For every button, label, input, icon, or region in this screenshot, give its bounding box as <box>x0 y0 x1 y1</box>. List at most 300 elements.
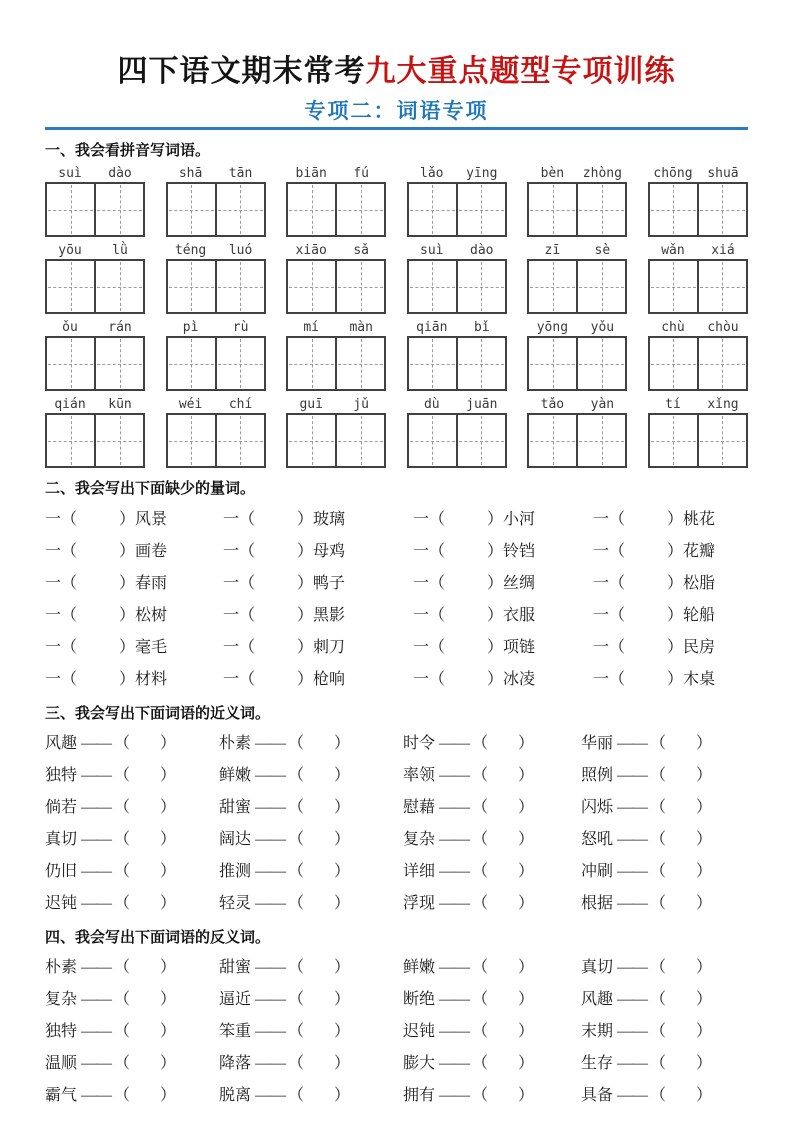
close-paren: ） <box>696 734 713 752</box>
dash-line: —— <box>439 766 470 784</box>
writing-cell <box>650 415 699 466</box>
pinyin-syllable: bǐ <box>473 320 490 335</box>
open-paren: （ <box>650 1054 667 1072</box>
close-paren: ） <box>297 574 314 592</box>
writing-cell <box>578 415 625 466</box>
close-paren: ） <box>696 862 713 880</box>
prompt-word: 笨重 <box>219 1022 252 1040</box>
synonym-item <box>403 858 581 881</box>
noun-word: 松树 <box>135 606 168 624</box>
measure-word-item <box>413 506 593 529</box>
noun-word: 小河 <box>503 510 536 528</box>
close-paren: ） <box>696 766 713 784</box>
pinyin-pair <box>286 394 386 413</box>
close-paren: ） <box>119 542 136 560</box>
close-paren: ） <box>160 766 177 784</box>
horizontal-dash-line <box>459 441 504 442</box>
pinyin-pair <box>527 317 627 336</box>
writing-cell <box>337 415 384 466</box>
horizontal-dash-line <box>338 364 383 365</box>
writing-grid-box <box>407 413 507 468</box>
writing-cell <box>699 415 746 466</box>
open-paren: （ <box>288 958 305 976</box>
noun-word: 鸭子 <box>313 574 346 592</box>
synonym-item <box>219 858 403 881</box>
pinyin-syllable: wǎn <box>661 243 685 258</box>
writing-cell <box>699 184 746 235</box>
close-paren: ） <box>334 1086 351 1104</box>
pinyin-word <box>407 163 507 237</box>
close-paren: ） <box>518 798 535 816</box>
pinyin-syllable: dào <box>470 243 494 258</box>
dash-line: —— <box>439 734 470 752</box>
prompt-word: 轻灵 <box>219 894 252 912</box>
dash-line: —— <box>617 830 648 848</box>
close-paren: ） <box>696 798 713 816</box>
measure-prefix: 一 <box>223 542 240 560</box>
horizontal-dash-line <box>169 210 214 211</box>
prompt-word: 霸气 <box>45 1086 78 1104</box>
antonym-row <box>45 981 748 1013</box>
prompt-word: 闪烁 <box>581 798 614 816</box>
measure-word-item <box>413 602 593 625</box>
open-paren: （ <box>114 1022 131 1040</box>
writing-grid-box <box>166 182 266 237</box>
measure-prefix: 一 <box>45 574 62 592</box>
antonym-item <box>581 954 748 977</box>
prompt-word: 具备 <box>581 1086 614 1104</box>
pinyin-syllable: tí <box>665 397 681 412</box>
measure-prefix: 一 <box>223 670 240 688</box>
synonym-item <box>581 762 748 785</box>
pinyin-word <box>407 317 507 391</box>
open-paren: （ <box>114 734 131 752</box>
pinyin-syllable: yōu <box>58 243 82 258</box>
close-paren: ） <box>487 670 504 688</box>
horizontal-dash-line <box>48 441 93 442</box>
pinyin-syllable: chù <box>661 320 685 335</box>
writing-cell <box>529 415 578 466</box>
prompt-word: 末期 <box>581 1022 614 1040</box>
horizontal-dash-line <box>459 210 504 211</box>
synonym-row <box>45 757 748 789</box>
section-measure-words <box>45 477 748 693</box>
pinyin-word <box>286 163 386 237</box>
writing-cell <box>168 184 217 235</box>
pinyin-syllable: wéi <box>178 397 203 412</box>
noun-word: 民房 <box>683 638 716 656</box>
open-paren: （ <box>114 1054 131 1072</box>
measure-word-item <box>223 538 413 561</box>
close-paren: ） <box>334 1054 351 1072</box>
measure-word-row <box>45 597 748 629</box>
prompt-word: 倘若 <box>45 798 78 816</box>
dash-line: —— <box>617 862 648 880</box>
close-paren: ） <box>518 734 535 752</box>
writing-cell <box>650 184 699 235</box>
horizontal-dash-line <box>530 364 575 365</box>
synonym-item <box>219 794 403 817</box>
prompt-word: 怒吼 <box>581 830 614 848</box>
measure-word-item <box>223 634 413 657</box>
close-paren: ） <box>696 894 713 912</box>
pinyin-word <box>166 394 266 468</box>
close-paren: ） <box>160 990 177 1008</box>
dash-line: —— <box>255 990 286 1008</box>
prompt-word: 真切 <box>581 958 614 976</box>
dash-line: —— <box>439 894 470 912</box>
pinyin-word <box>166 317 266 391</box>
open-paren: （ <box>114 1086 131 1104</box>
antonym-row <box>45 1013 748 1045</box>
noun-word: 铃铛 <box>503 542 536 560</box>
dash-line: —— <box>617 766 648 784</box>
measure-word-item <box>45 602 223 625</box>
measure-word-row <box>45 565 748 597</box>
prompt-word: 鲜嫩 <box>219 766 252 784</box>
dash-line: —— <box>439 798 470 816</box>
writing-cell <box>458 184 505 235</box>
horizontal-dash-line <box>410 210 455 211</box>
pinyin-syllable: xǐng <box>707 397 739 412</box>
open-paren: （ <box>472 734 489 752</box>
antonym-item <box>45 986 219 1009</box>
horizontal-dash-line <box>338 210 383 211</box>
open-paren: （ <box>650 1086 667 1104</box>
writing-cell <box>458 415 505 466</box>
open-paren: （ <box>429 670 446 688</box>
dash-line: —— <box>81 830 112 848</box>
antonym-item <box>403 1018 581 1041</box>
pinyin-word <box>527 317 627 391</box>
section1-heading: 一、我会看拼音写词语。 <box>45 142 211 159</box>
pinyin-pair <box>527 240 627 259</box>
close-paren: ） <box>160 734 177 752</box>
page-title <box>45 54 748 90</box>
measure-prefix: 一 <box>45 638 62 656</box>
prompt-word: 甜蜜 <box>219 958 252 976</box>
writing-cell <box>650 261 699 312</box>
close-paren: ） <box>518 766 535 784</box>
pinyin-syllable: yǒu <box>590 320 615 335</box>
pinyin-word <box>648 317 748 391</box>
close-paren: ） <box>334 734 351 752</box>
dash-line: —— <box>255 734 286 752</box>
writing-grid-box <box>527 259 627 314</box>
horizontal-dash-line <box>218 210 263 211</box>
synonym-item <box>403 794 581 817</box>
close-paren: ） <box>119 510 136 528</box>
pinyin-pair <box>407 317 507 336</box>
synonym-item <box>45 730 219 753</box>
open-paren: （ <box>61 542 78 560</box>
dash-line: —— <box>617 958 648 976</box>
measure-word-row <box>45 629 748 661</box>
measure-prefix: 一 <box>413 574 430 592</box>
pinyin-syllable: téng <box>174 243 207 258</box>
writing-cell <box>578 261 625 312</box>
close-paren: ） <box>334 990 351 1008</box>
writing-grid-box <box>45 182 145 237</box>
synonym-row <box>45 821 748 853</box>
pinyin-syllable: shuā <box>707 166 739 181</box>
close-paren: ） <box>160 1022 177 1040</box>
writing-cell <box>288 338 337 389</box>
prompt-word: 阔达 <box>219 830 252 848</box>
dash-line: —— <box>255 830 286 848</box>
pinyin-syllable: sǎ <box>353 243 370 258</box>
measure-word-item <box>45 506 223 529</box>
antonym-item <box>403 954 581 977</box>
pinyin-pair <box>648 240 748 259</box>
open-paren: （ <box>239 606 256 624</box>
dash-line: —— <box>81 798 112 816</box>
writing-grid-box <box>407 182 507 237</box>
antonym-item <box>219 1018 403 1041</box>
writing-cell <box>47 338 96 389</box>
measure-word-item <box>413 570 593 593</box>
open-paren: （ <box>650 894 667 912</box>
prompt-word: 鲜嫩 <box>403 958 436 976</box>
section-synonyms <box>45 702 748 917</box>
writing-grid-box <box>45 413 145 468</box>
noun-word: 风景 <box>135 510 168 528</box>
horizontal-dash-line <box>459 364 504 365</box>
dash-line: —— <box>439 1086 470 1104</box>
pinyin-word <box>527 163 627 237</box>
antonym-item <box>581 1082 748 1105</box>
pinyin-syllable: suì <box>420 243 444 258</box>
dash-line: —— <box>617 990 648 1008</box>
prompt-word: 生存 <box>581 1054 614 1072</box>
close-paren: ） <box>119 606 136 624</box>
synonym-item <box>219 826 403 849</box>
horizontal-dash-line <box>289 364 334 365</box>
writing-cell <box>96 184 143 235</box>
measure-word-grid <box>45 501 748 693</box>
close-paren: ） <box>518 830 535 848</box>
dash-line: —— <box>255 766 286 784</box>
section4-heading: 四、我会写出下面词语的反义词。 <box>45 929 271 946</box>
dash-line: —— <box>439 862 470 880</box>
measure-word-item <box>45 666 223 689</box>
measure-word-item <box>593 634 748 657</box>
noun-word: 黑影 <box>313 606 346 624</box>
measure-prefix: 一 <box>413 542 430 560</box>
open-paren: （ <box>609 510 626 528</box>
pinyin-pair <box>407 240 507 259</box>
dash-line: —— <box>81 734 112 752</box>
horizontal-dash-line <box>530 210 575 211</box>
pinyin-syllable: juān <box>466 397 498 412</box>
writing-cell <box>47 415 96 466</box>
writing-cell <box>168 261 217 312</box>
horizontal-dash-line <box>218 364 263 365</box>
close-paren: ） <box>696 990 713 1008</box>
antonym-item <box>219 986 403 1009</box>
dash-line: —— <box>255 798 286 816</box>
measure-word-item <box>593 506 748 529</box>
horizontal-dash-line <box>97 210 142 211</box>
dash-line: —— <box>439 1054 470 1072</box>
measure-word-row <box>45 501 748 533</box>
antonym-item <box>45 1018 219 1041</box>
antonym-row <box>45 1045 748 1077</box>
pinyin-syllable: rán <box>108 320 132 335</box>
dash-line: —— <box>617 1086 648 1104</box>
antonym-item <box>581 1050 748 1073</box>
open-paren: （ <box>239 670 256 688</box>
writing-grid-box <box>527 336 627 391</box>
measure-prefix: 一 <box>45 510 62 528</box>
writing-grid-box <box>407 336 507 391</box>
writing-grid-box <box>166 336 266 391</box>
noun-word: 毫毛 <box>135 638 168 656</box>
open-paren: （ <box>239 574 256 592</box>
close-paren: ） <box>667 542 684 560</box>
writing-cell <box>96 415 143 466</box>
dash-line: —— <box>439 830 470 848</box>
open-paren: （ <box>61 510 78 528</box>
writing-cell <box>529 338 578 389</box>
measure-word-item <box>413 666 593 689</box>
writing-cell <box>409 338 458 389</box>
pinyin-syllable: dào <box>108 166 132 181</box>
prompt-word: 迟钝 <box>403 1022 436 1040</box>
close-paren: ） <box>518 990 535 1008</box>
writing-grid-box <box>45 336 145 391</box>
prompt-word: 详细 <box>403 862 436 880</box>
close-paren: ） <box>334 766 351 784</box>
pinyin-syllable: zhòng <box>582 166 622 181</box>
pinyin-pair <box>527 163 627 182</box>
antonym-item <box>45 1082 219 1105</box>
antonym-row <box>45 949 748 981</box>
noun-word: 桃花 <box>683 510 716 528</box>
pinyin-syllable: guī <box>299 397 323 412</box>
noun-word: 衣服 <box>503 606 536 624</box>
open-paren: （ <box>650 862 667 880</box>
close-paren: ） <box>119 574 136 592</box>
open-paren: （ <box>650 798 667 816</box>
horizontal-dash-line <box>97 287 142 288</box>
open-paren: （ <box>472 1022 489 1040</box>
pinyin-syllable: màn <box>349 320 373 335</box>
open-paren: （ <box>61 670 78 688</box>
writing-grid-box <box>286 182 386 237</box>
synonym-item <box>219 762 403 785</box>
measure-prefix: 一 <box>593 510 610 528</box>
writing-cell <box>288 415 337 466</box>
measure-word-item <box>593 666 748 689</box>
writing-grid-box <box>648 413 748 468</box>
pinyin-word <box>648 394 748 468</box>
pinyin-syllable: yīng <box>466 166 498 181</box>
synonym-grid <box>45 725 748 917</box>
writing-grid-box <box>648 182 748 237</box>
close-paren: ） <box>487 510 504 528</box>
close-paren: ） <box>696 1054 713 1072</box>
noun-word: 刺刀 <box>313 638 346 656</box>
antonym-item <box>45 954 219 977</box>
measure-prefix: 一 <box>45 670 62 688</box>
horizontal-dash-line <box>338 441 383 442</box>
synonym-item <box>219 730 403 753</box>
pinyin-word <box>45 317 145 391</box>
close-paren: ） <box>297 542 314 560</box>
dash-line: —— <box>81 766 112 784</box>
pinyin-syllable: kūn <box>108 397 132 412</box>
synonym-item <box>45 794 219 817</box>
open-paren: （ <box>472 798 489 816</box>
pinyin-word <box>286 317 386 391</box>
writing-grid-box <box>286 413 386 468</box>
synonym-item <box>403 730 581 753</box>
pinyin-pair <box>166 317 266 336</box>
prompt-word: 独特 <box>45 1022 78 1040</box>
open-paren: （ <box>114 958 131 976</box>
synonym-item <box>219 890 403 913</box>
writing-grid-box <box>45 259 145 314</box>
open-paren: （ <box>288 862 305 880</box>
horizontal-dash-line <box>410 287 455 288</box>
measure-prefix: 一 <box>223 574 240 592</box>
horizontal-dash-line <box>218 287 263 288</box>
prompt-word: 脱离 <box>219 1086 252 1104</box>
prompt-word: 慰藉 <box>403 798 436 816</box>
writing-grid-box <box>527 182 627 237</box>
noun-word: 冰凌 <box>503 670 536 688</box>
measure-word-item <box>223 506 413 529</box>
synonym-item <box>403 890 581 913</box>
open-paren: （ <box>609 638 626 656</box>
prompt-word: 复杂 <box>45 990 78 1008</box>
measure-word-item <box>413 538 593 561</box>
writing-cell <box>337 184 384 235</box>
close-paren: ） <box>696 958 713 976</box>
horizontal-dash-line <box>169 441 214 442</box>
close-paren: ） <box>334 894 351 912</box>
horizontal-dash-line <box>651 441 696 442</box>
writing-cell <box>337 261 384 312</box>
horizontal-dash-line <box>289 287 334 288</box>
open-paren: （ <box>429 510 446 528</box>
writing-cell <box>409 261 458 312</box>
pinyin-word <box>407 394 507 468</box>
open-paren: （ <box>472 766 489 784</box>
synonym-item <box>45 762 219 785</box>
antonym-item <box>219 1050 403 1073</box>
horizontal-dash-line <box>651 287 696 288</box>
prompt-word: 朴素 <box>219 734 252 752</box>
close-paren: ） <box>334 862 351 880</box>
measure-word-item <box>223 602 413 625</box>
writing-grid-box <box>527 413 627 468</box>
dash-line: —— <box>81 1086 112 1104</box>
prompt-word: 风趣 <box>581 990 614 1008</box>
writing-grid-box <box>407 259 507 314</box>
measure-word-item <box>223 570 413 593</box>
close-paren: ） <box>297 638 314 656</box>
dash-line: —— <box>617 1022 648 1040</box>
close-paren: ） <box>518 1054 535 1072</box>
pinyin-word <box>527 240 627 314</box>
writing-cell <box>217 184 264 235</box>
horizontal-dash-line <box>651 210 696 211</box>
writing-cell <box>288 261 337 312</box>
pinyin-syllable: biān <box>295 166 327 181</box>
open-paren: （ <box>288 1054 305 1072</box>
